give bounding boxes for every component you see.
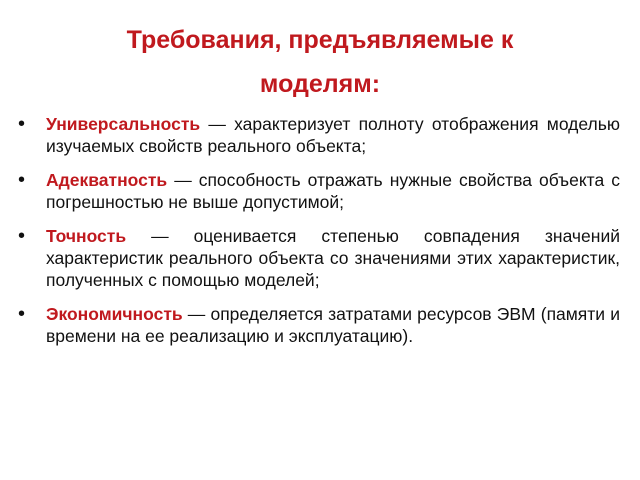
- definition-economy: — определяется затратами ресурсов ЭВМ (памяти и времени на ее реализацию и эксплуатацию).: [46, 304, 620, 346]
- bullet-icon: •: [18, 225, 26, 247]
- page-title: [0, 0, 640, 106]
- definition-universality: — характеризует полноту отображения моделью изучаемых свойств реального объекта;: [46, 114, 620, 156]
- list-item-accuracy: [18, 225, 620, 291]
- term-economy: Экономичность: [46, 304, 183, 324]
- bullet-icon: •: [18, 169, 26, 191]
- list-item-universality: [18, 113, 620, 157]
- title-line-1: Требования, предъявляемые к: [126, 26, 514, 54]
- term-adequacy: Адекватность: [46, 170, 168, 190]
- bullet-icon: •: [18, 113, 26, 135]
- title-line-2: моделям:: [259, 70, 381, 98]
- definition-adequacy: — способность отражать нужные свойства объекта с погрешностью не выше допустимой;: [46, 170, 620, 212]
- term-accuracy: Точность: [46, 226, 127, 246]
- requirements-list: [18, 113, 620, 359]
- list-item-economy: [18, 303, 620, 347]
- definition-accuracy: — оценивается степенью совпадения значений характеристик реального объекта со значениями этих характеристик, полученных с помощью моделей;: [46, 226, 620, 290]
- term-universality: Универсальность: [46, 114, 201, 134]
- bullet-icon: •: [18, 303, 26, 325]
- list-item-adequacy: [18, 169, 620, 213]
